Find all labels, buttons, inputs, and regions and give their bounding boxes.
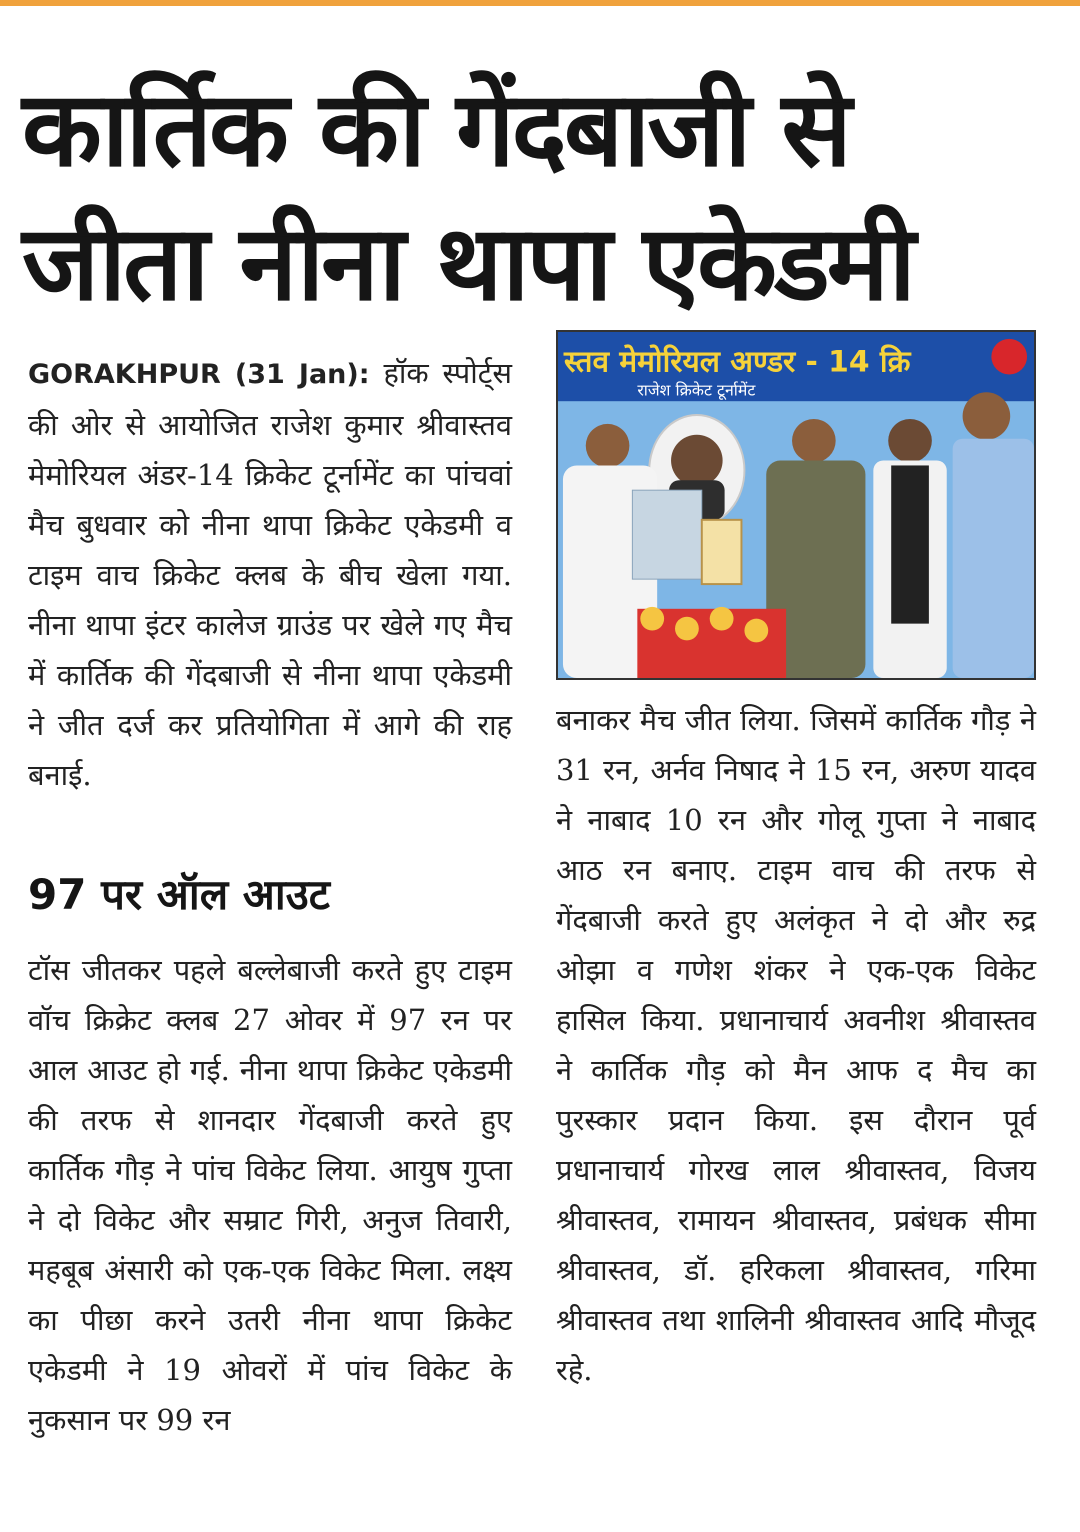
body-left-text: टॉस जीतकर पहले बल्लेबाजी करते हुए टाइम वॉच क्रिक्रेट क्लब 27 ओवर में 97 रन पर आल आउट हो गई. नीना थापा क्रिकेट एकेडमी की तरफ से शानदार गेंदबाजी करते हुए कार्तिक गौड़ ने पांच विकेट लिया. आयुष गुप्ता ने दो विकेट और सम्राट गिरी, अनुज तिवारी, महबूब अंसारी को एक-एक विकेट मिला. लक्ष्य का पीछा करने उतरी नीना थापा क्रिकेट एकेडमी ने 19 ओवरों में पांच विकेट के नुकसान पर 99 रन [28,953,512,1437]
body-left-column [28,945,512,1445]
headline-line-1: कार्तिक की गेंदबाजी से [22,68,849,190]
subheading: 97 पर ऑल आउट [28,870,330,919]
top-accent-rule [0,0,1080,6]
headline-line-2: जीता नीना थापा एकेडमी [22,202,913,324]
body-right-column [556,695,1036,1395]
banner-subtext: राजेश क्रिकेट टूर्नामेंट [637,380,756,400]
banner-text: स्तव मेमोरियल अण्डर - 14 क्रि [563,344,911,380]
headline [22,62,1062,330]
award-photo-illustration [558,332,1034,678]
player-head [586,424,630,467]
award-photo [556,330,1036,680]
dateline: GORAKHPUR (31 Jan): [28,359,370,390]
intro-text: हॉक स्पोर्ट्स की ओर से आयोजित राजेश कुमार श्रीवास्तव मेमोरियल अंडर-14 क्रिकेट टूर्नामेंट का पांचवां मैच बुधवार को नीना थापा क्रिकेट एकेडमी व टाइम वाच क्रिकेट क्लब के बीच खेला गया. नीना थापा इंटर कालेज ग्राउंड पर खेले गए मैच में कार्तिक की गेंदबाजी से नीना थापा एकेडमी ने जीत दर्ज कर प्रतियोगिता में आगे की राह बनाई. [28,356,513,792]
trophy-memento [702,520,742,584]
body-right-text: बनाकर मैच जीत लिया. जिसमें कार्तिक गौड़ ने 31 रन, अर्नव निषाद ने 15 रन, अरुण यादव ने नाबाद 10 रन और गोलू गुप्ता ने नाबाद आठ रन बनाए. टाइम वाच की तरफ से गेंदबाजी करते हुए अलंकृत ने दो और रुद्र ओझा व गणेश शंकर ने एक-एक विकेट हासिल किया. प्रधानाचार्य अवनीश श्रीवास्तव ने कार्तिक गौड़ को मैन आफ द मैच का पुरस्कार प्रदान किया. इस दौरान पूर्व प्रधानाचार्य गोरख लाल श्रीवास्तव, विजय श्रीवास्तव, रामायन श्रीवास्तव, प्रबंधक सीमा श्रीवास्तव, डॉ. हरिकला श्रीवास्तव, गरिमा श्रीवास्तव तथा शालिनी श्रीवास्तव आदि मौजूद रहे. [556,703,1036,1387]
intro-column [28,348,512,800]
logo-icon [991,339,1027,375]
intro-paragraph [28,348,512,800]
